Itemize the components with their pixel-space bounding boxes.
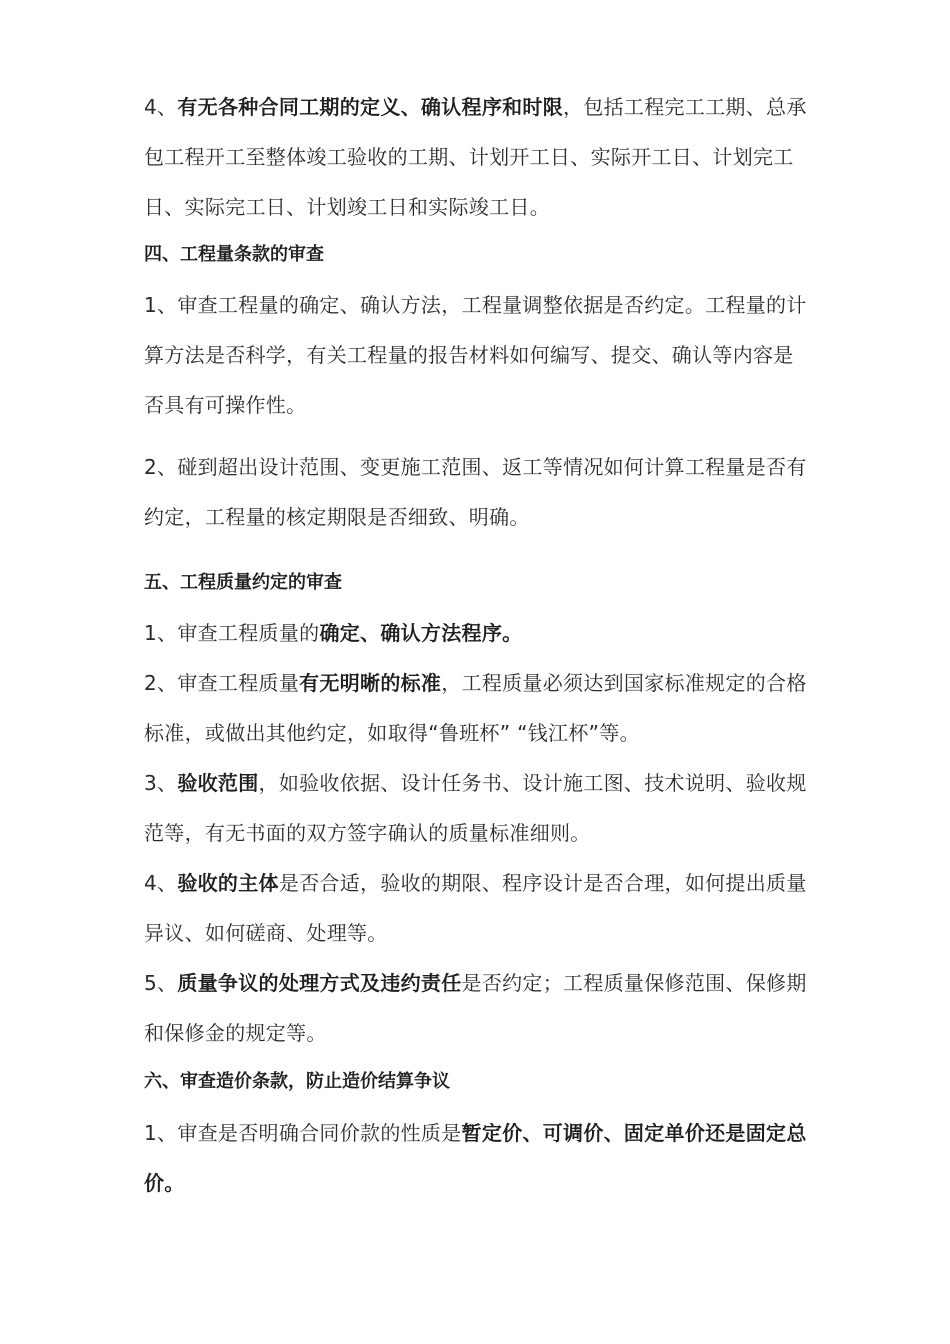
para-text: ，工程质量必须达到国家标准规定的合格标准，或做出其他约定，如取得“鲁班杯” “钱江杯”等。 [144, 671, 807, 745]
bold-text: 质量争议的处理方式及违约责任 [177, 971, 462, 995]
paragraph-quality-3 [144, 758, 808, 858]
para-text: 1、审查是否明确合同价款的性质是 [144, 1121, 462, 1145]
section-heading-quality: 五、工程质量约定的审查 [144, 572, 342, 593]
para-text: 1、审查工程质量的 [144, 621, 320, 645]
para-text: 2、审查工程质量 [144, 671, 300, 695]
para-prefix: 5、 [144, 971, 178, 995]
bold-text: 有无各种合同工期的定义、确认程序和时限 [177, 95, 564, 119]
bold-text: 验收的主体 [177, 871, 279, 895]
bold-text: 确定、确认方法程序。 [319, 621, 523, 645]
paragraph-quantity-1: 1、审查工程量的确定、确认方法，工程量调整依据是否约定。工程量的计算方法是否科学，有关工程量的报告材料如何编写、提交、确认等内容是否具有可操作性。 [144, 293, 807, 417]
para-text: ，包括工程完工工期、总承包工程开工至整体竣工验收的工期、计划开工日、实际开工日、计划完工日、实际完工日、计划竣工日和实际竣工日。 [144, 95, 807, 219]
paragraph-quality-1 [144, 608, 808, 658]
paragraph-quantity-2: 2、碰到超出设计范围、变更施工范围、返工等情况如何计算工程量是否有约定，工程量的核定期限是否细致、明确。 [144, 455, 807, 529]
section-heading-quantity: 四、工程量条款的审查 [144, 244, 324, 265]
bold-text: 验收范围 [177, 771, 259, 795]
para-prefix: 4、 [144, 871, 178, 895]
paragraph-cost-1 [144, 1108, 808, 1208]
para-prefix: 4、 [144, 95, 178, 119]
paragraph-contract-period [144, 82, 808, 232]
paragraph-quality-2 [144, 658, 808, 758]
para-text: 是否约定；工程质量保修范围、保修期和保修金的规定等。 [144, 971, 807, 1045]
para-prefix: 3、 [144, 771, 178, 795]
para-text: ，如验收依据、设计任务书、设计施工图、技术说明、验收规范等，有无书面的双方签字确认的质量标准细则。 [144, 771, 807, 845]
bold-text: 有无明晰的标准 [299, 671, 442, 695]
paragraph-quality-5 [144, 958, 808, 1058]
para-text: 是否合适，验收的期限、程序设计是否合理，如何提出质量异议、如何磋商、处理等。 [144, 871, 807, 945]
section-heading-cost: 六、审查造价条款，防止造价结算争议 [144, 1071, 450, 1092]
bold-text: 暂定价、可调价、固定单价还是固定总价。 [144, 1121, 807, 1195]
paragraph-quality-4 [144, 858, 808, 958]
